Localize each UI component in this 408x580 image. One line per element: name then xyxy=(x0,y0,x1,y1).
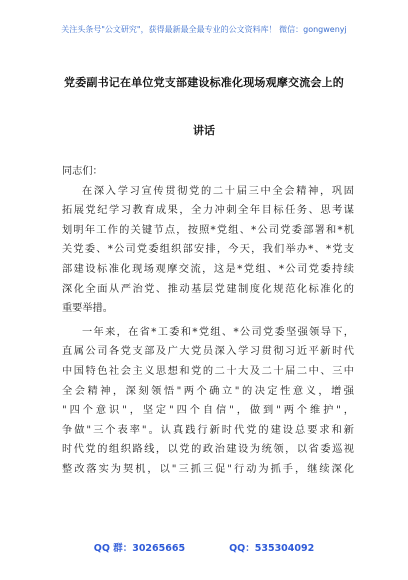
paragraph-line: 深化全面从严治党、推动基层党建制度化规范化标准化的 xyxy=(62,283,354,295)
document-body xyxy=(62,162,354,480)
paragraph-line: 划明年工作的关键节点，按照*党组、*公司党委部署和*机 xyxy=(62,224,354,236)
paragraph-line: 部建设标准化现场观摩交流，这是*党组、*公司党委持续 xyxy=(62,263,354,275)
paragraph-line: 一年来，在省*工委和*党组、*公司党委坚强领导下， xyxy=(82,326,354,338)
salutation: 同志们： xyxy=(62,166,103,177)
paragraph-1 xyxy=(62,182,354,319)
footer-contact xyxy=(0,540,408,554)
paragraph-line: 关党委、*公司党委组织部安排，今天，我们举办*、*党支 xyxy=(62,244,354,256)
footer-qq-group: QQ 群：30265665 xyxy=(93,543,186,554)
paragraph-line: 全会精神，深刻领悟"两个确立"的决定性意义，增强 xyxy=(62,385,354,397)
paragraph-2 xyxy=(62,323,354,480)
paragraph-line: 整改落实为契机，以"三抓三促"行动为抓手，继续深化 xyxy=(62,463,354,475)
paragraph-line: "四个意识"，坚定"四个自信"，做到"两个维护"， xyxy=(62,405,354,417)
paragraph-line: 在深入学习宣传贯彻党的二十届三中全会精神，巩固 xyxy=(82,185,354,197)
document-title: 党委副书记在单位党支部建设标准化现场观摩交流会上的 xyxy=(64,76,344,89)
paragraph-line: 拓展党纪学习教育成果，全力冲刺全年目标任务、思考谋 xyxy=(62,205,354,217)
paragraph-line: 重要举措。 xyxy=(62,303,113,315)
header-banner: 关注头条号"公文研究"，获得最新最全最专业的公文资料库！ 微信：gongwenyj xyxy=(61,25,347,34)
paragraph-line: 时代党的组织路线，以党的政治建设为统领，以省委巡视 xyxy=(62,444,354,456)
paragraph-line: 争做"三个表率"。认真践行新时代党的建设总要求和新 xyxy=(62,424,354,436)
paragraph-line: 中国特色社会主义思想和党的二十大及二十届二中、三中 xyxy=(62,365,354,377)
document-subtitle: 讲话 xyxy=(193,124,215,137)
footer-qq: QQ：535304092 xyxy=(229,543,315,554)
paragraph-line: 直属公司各党支部及广大党员深入学习贯彻习近平新时代 xyxy=(62,346,354,358)
